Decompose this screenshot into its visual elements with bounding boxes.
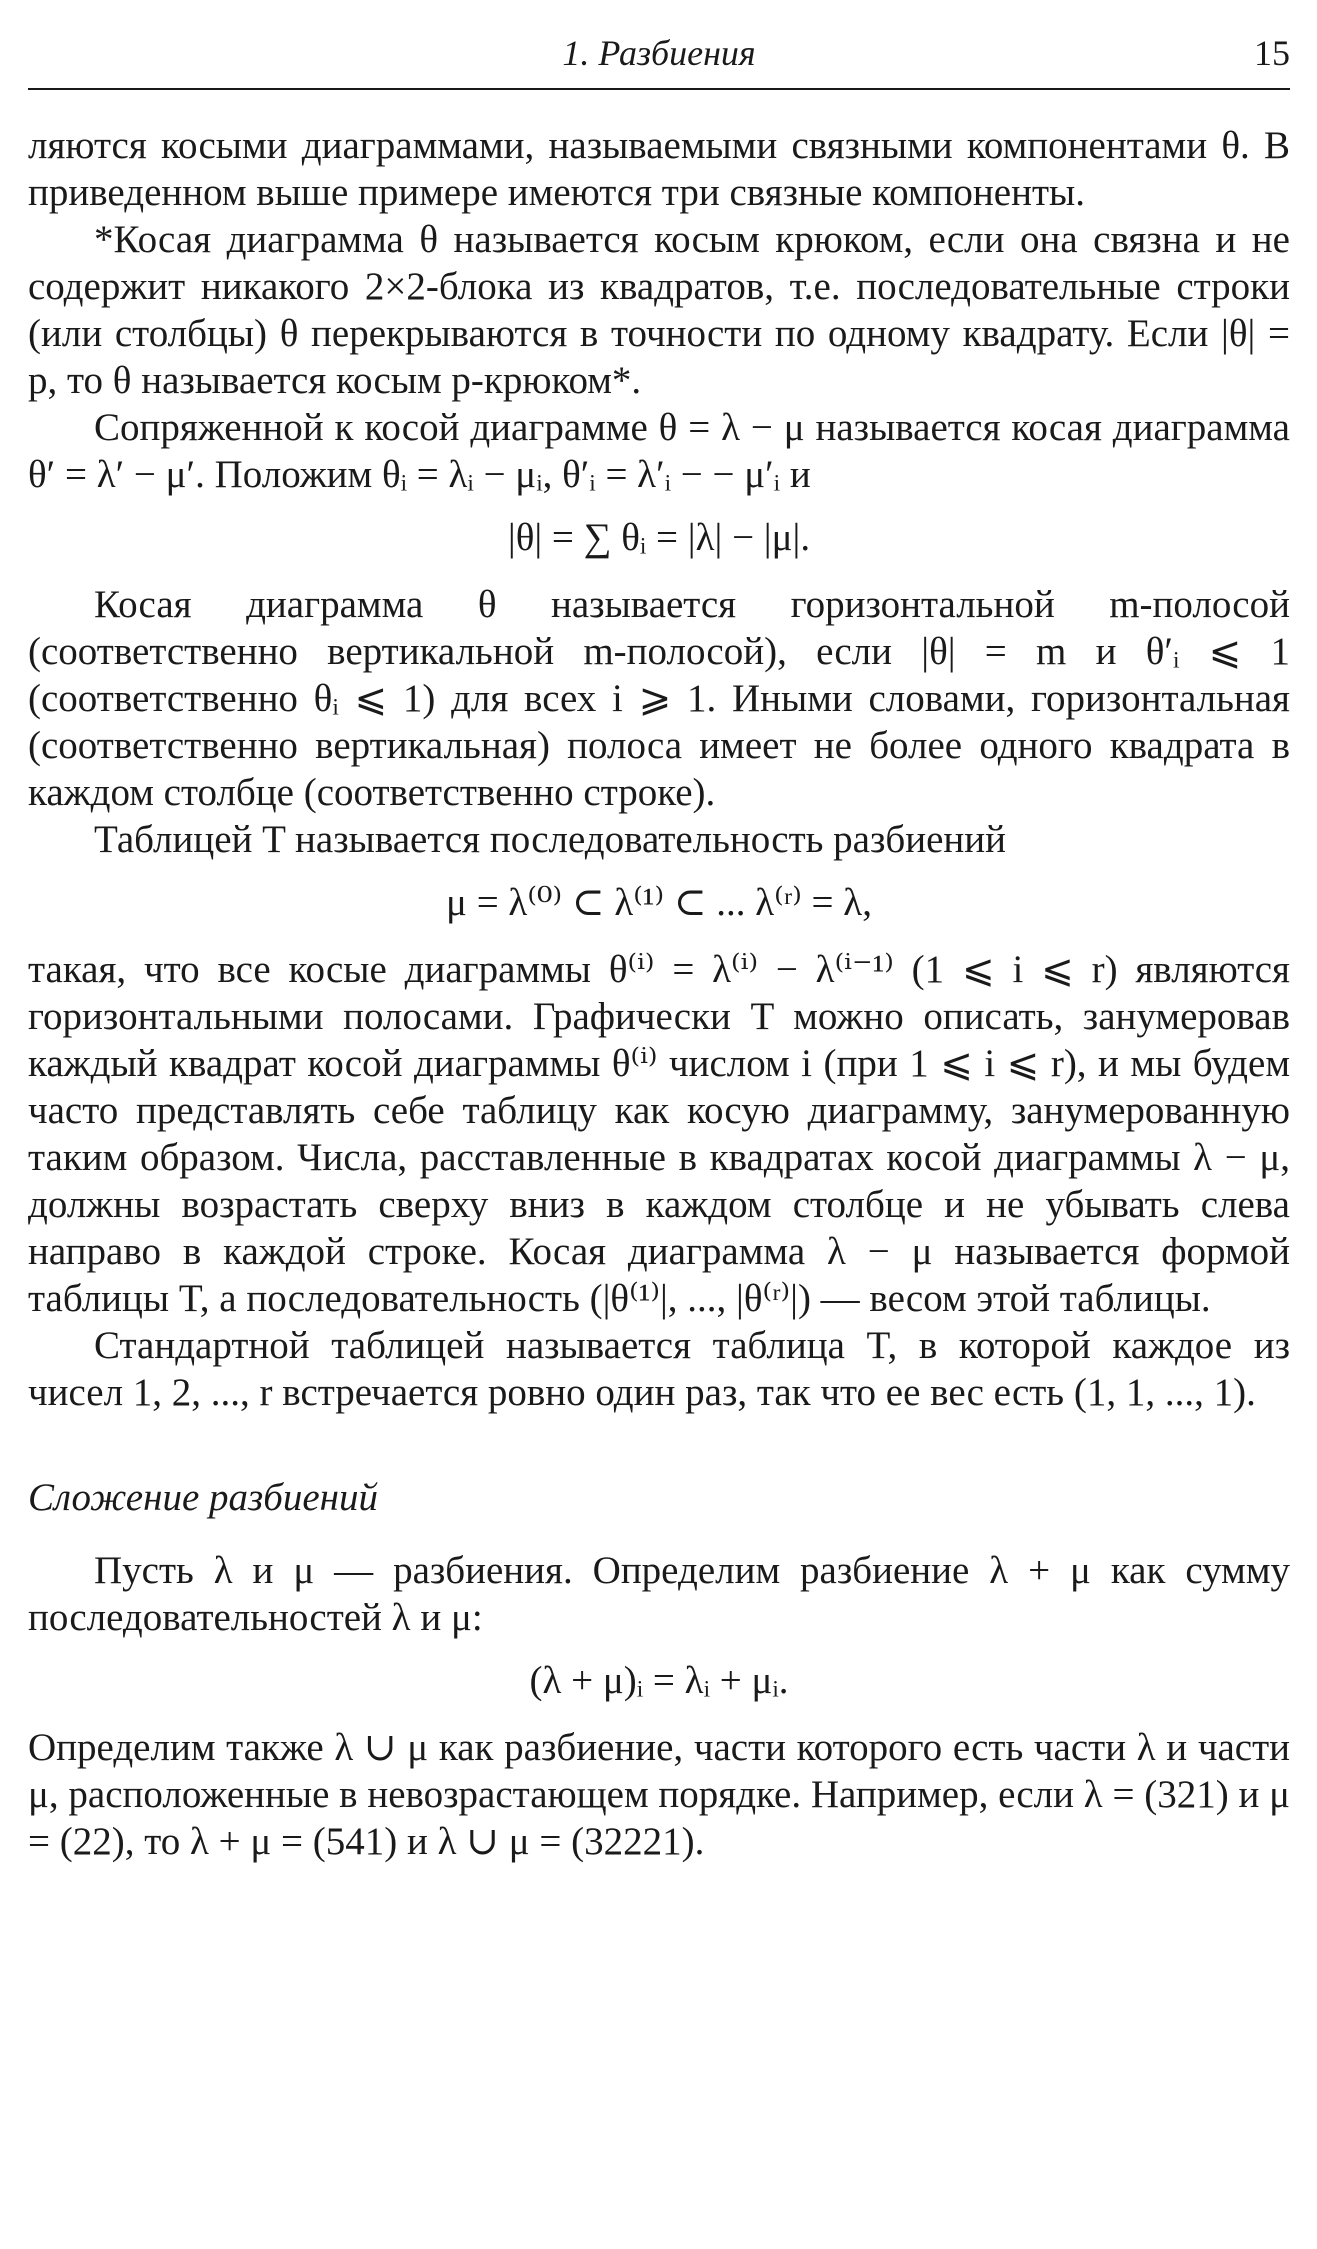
section-title: Сложение разбиений — [28, 1476, 378, 1519]
formula-sum: (λ + μ)ᵢ = λᵢ + μᵢ. — [529, 1659, 789, 1702]
header-rule — [28, 88, 1290, 90]
paragraph-strips: Косая диаграмма θ называется горизонтальной m-полосой (соответственно вертикальной m-полосой), если |θ| = m и θ′ᵢ ⩽ 1 (соответственно θᵢ ⩽ 1) для всех i ⩾ 1. Иными словами, горизонтальная (соответственно вертикальная) полоса имеет не более одного квадрата в каждом столбце (соответственно строке). — [28, 583, 1290, 814]
paragraph-standard-tableau: Стандартной таблицей называется таблица T, в которой каждое из чисел 1, 2, ..., r встречается ровно один раз, так что ее вес есть (1, 1, ..., 1). — [28, 1324, 1290, 1414]
paragraph-skew-hook: *Косая диаграмма θ называется косым крюком, если она связна и не содержит никакого 2×2-блока из квадратов, т.е. последовательные строки (или столбцы) θ перекрываются в точности по одному квадрату. Если |θ| = p, то θ называется косым p-крюком*. — [28, 218, 1290, 402]
paragraph-union-definition: Определим также λ ∪ μ как разбиение, части которого есть части λ и части μ, расположенные в невозрастающем порядке. Например, если λ = (321) и μ = (22), то λ + μ = (541) и λ ∪ μ = (32221). — [28, 1726, 1290, 1863]
page-number: 15 — [1254, 33, 1290, 73]
running-title: 1. Разбиения — [562, 33, 756, 73]
book-page — [28, 30, 1290, 1863]
formula-theta-size: |θ| = ∑ θᵢ = |λ| − |μ|. — [507, 516, 811, 559]
paragraph-sum-definition: Пусть λ и μ — разбиения. Определим разбиение λ + μ как сумму последовательностей λ и μ: — [28, 1549, 1290, 1639]
page-header — [28, 30, 1290, 86]
paragraph-tableau-definition: Таблицей T называется последовательность разбиений — [94, 818, 1007, 861]
paragraph-connected-components: ляются косыми диаграммами, называемыми связными компонентами θ. В приведенном выше примере имеются три связные компоненты. — [28, 124, 1290, 214]
formula-chain: μ = λ⁽⁰⁾ ⊂ λ⁽¹⁾ ⊂ ... λ⁽ʳ⁾ = λ, — [446, 881, 872, 924]
page-body — [28, 122, 1290, 1865]
paragraph-conjugate: Сопряженной к косой диаграмме θ = λ − μ называется косая диаграмма θ′ = λ′ − μ′. Положим θᵢ = λᵢ − μᵢ, θ′ᵢ = λ′ᵢ − − μ′ᵢ и — [28, 406, 1290, 496]
paragraph-tableau-description: такая, что все косые диаграммы θ⁽ⁱ⁾ = λ⁽ⁱ⁾ − λ⁽ⁱ⁻¹⁾ (1 ⩽ i ⩽ r) являются горизонтальными полосами. Графически T можно описать, занумеровав каждый квадрат косой диаграммы θ⁽ⁱ⁾ числом i (при 1 ⩽ i ⩽ r), и мы будем часто представлять себе таблицу как косую диаграмму, занумерованную таким образом. Числа, расставленные в квадратах косой диаграммы λ − μ, должны возрастать сверху вниз в каждом столбце и не убывать слева направо в каждой строке. Косая диаграмма λ − μ называется формой таблицы T, а последовательность (|θ⁽¹⁾|, ..., |θ⁽ʳ⁾|) — весом этой таблицы. — [28, 948, 1290, 1320]
